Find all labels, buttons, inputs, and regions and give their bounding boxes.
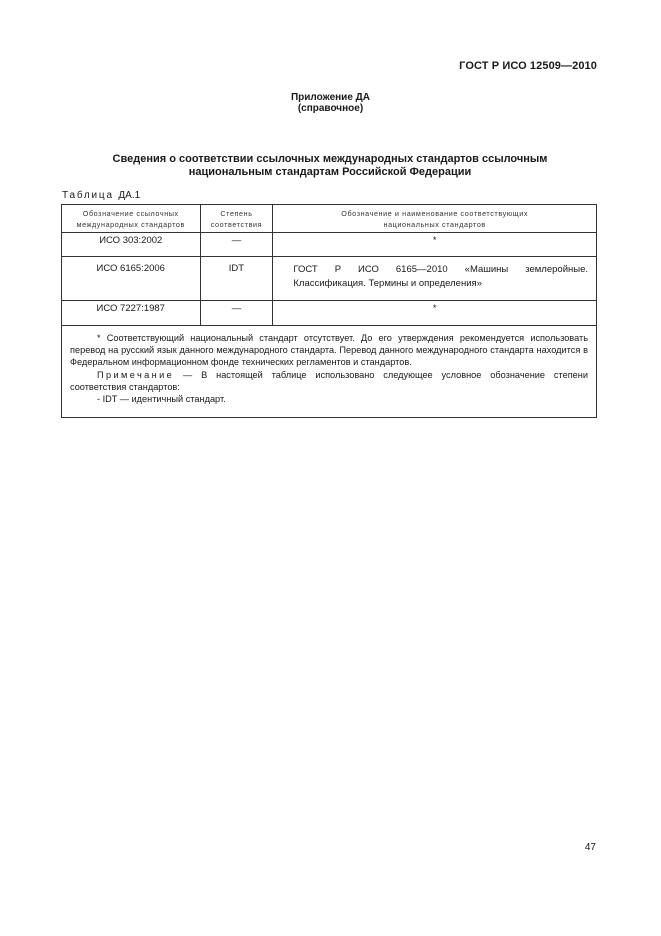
cell-standard: ИСО 303:2002 [62,233,201,257]
header-col-standard-line1: Обозначение ссылочных [82,208,179,218]
section-heading-line1: Сведения о соответствии ссылочных международных стандартов ссылочным [112,153,548,165]
header-col-national-line1: Обозначение и наименование соответствующих [341,208,529,218]
table-row [62,301,597,326]
cell-degree: IDT [200,257,273,301]
header-col-degree-line1: Степень [220,208,253,218]
header-col-national-line2: национальных стандартов [383,219,486,229]
standards-table [61,204,597,418]
header-col-national [273,205,597,233]
note-item: - IDT — идентичный стандарт. [97,394,226,405]
footnote-text: * Соответствующий национальный стандарт отсутствует. До его утверждения рекомендуется использовать перевод на русский язык данного международного стандарта. Перевод данного международного стандарта находится в Федеральном информационном фонде технических регламентов и стандартов. [70,333,588,368]
header-col-standard-line2: международных стандартов [76,219,185,229]
table-header-row [62,205,597,233]
table-notes-row [62,326,597,418]
cell-degree: — [200,233,273,257]
cell-standard: ИСО 7227:1987 [62,301,201,326]
table-caption-number: ДА.1 [118,190,141,201]
header-col-degree [200,205,273,233]
table-caption [62,190,140,201]
cell-national: * [273,233,597,257]
document-code: ГОСТ Р ИСО 12509—2010 [459,60,597,72]
table-row [62,233,597,257]
note-paragraph [70,369,588,393]
table-row [62,257,597,301]
cell-standard: ИСО 6165:2006 [62,257,201,301]
cell-national: * [273,301,597,326]
appendix-subtitle: (справочное) [297,103,364,114]
appendix-title: Приложение ДА [290,92,371,103]
table-notes [62,326,597,418]
page-number: 47 [584,842,596,853]
header-col-degree-line2: соответствия [210,219,263,229]
cell-degree: — [200,301,273,326]
header-col-standard [62,205,201,233]
section-heading-line2: национальным стандартам Российской Федерации [188,166,472,178]
note-label: Примечание [97,369,175,380]
table-caption-word: Таблица [62,190,114,201]
note-text: — В настоящей таблице использовано следующее условное обозначение степени соответствия стандартов: [70,369,588,392]
cell-national: ГОСТ Р ИСО 6165—2010 «Машины землеройные. Классификация. Термины и определения» [273,257,597,301]
